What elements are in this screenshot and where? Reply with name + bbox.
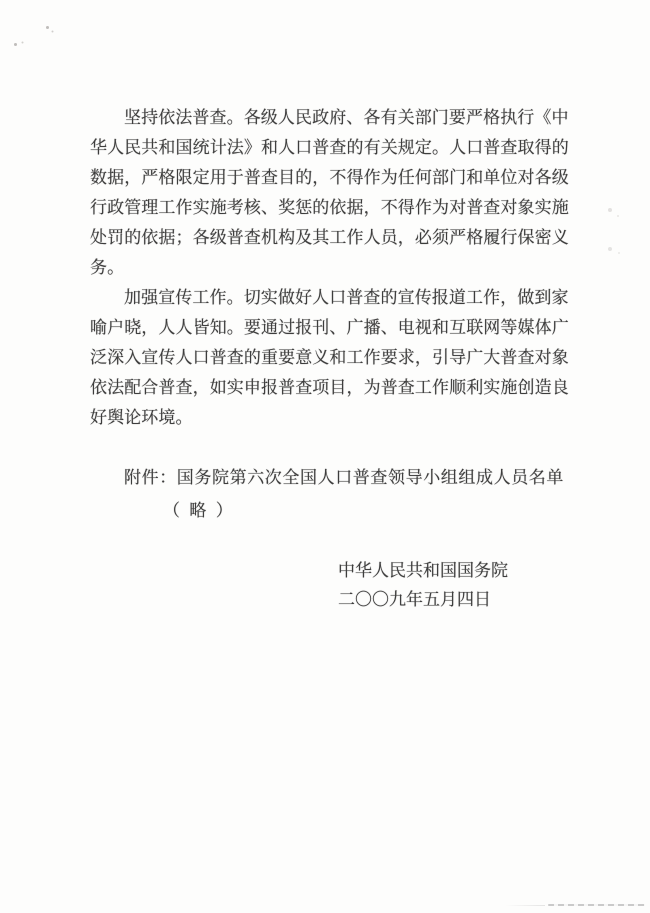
- scan-smudge-icon: [505, 905, 545, 906]
- attachment-omitted-note: （ 略 ）: [163, 501, 235, 521]
- scan-speck-icon: [14, 43, 17, 46]
- paragraph-2-line-5: 好舆论环境。: [90, 408, 193, 428]
- paragraph-1-line-5: 处罚的依据；各级普查机构及其工作人员，必须严格履行保密义: [90, 228, 569, 248]
- scan-speck-icon: [46, 26, 49, 29]
- document-body: [90, 103, 580, 433]
- issue-date: 二〇〇九年五月四日: [338, 590, 491, 610]
- issuer-name: 中华人民共和国国务院: [338, 561, 508, 581]
- paragraph-2-line-3: 泛深入宣传人口普查的重要意义和工作要求，引导广大普查对象: [90, 348, 569, 368]
- scan-speck-icon: [608, 247, 612, 251]
- scan-smudge-icon: [548, 904, 645, 906]
- paragraph-2-line-2: 喻户晓，人人皆知。要通过报刊、广播、电视和互联网等媒体广: [90, 318, 569, 338]
- scan-speck-icon: [608, 208, 612, 212]
- signature-block: [338, 557, 508, 615]
- attachment-section: [90, 462, 580, 528]
- paragraph-1-line-6: 务。: [90, 258, 125, 278]
- paragraph-2-line-1: 加强宣传工作。切实做好人口普查的宣传报道工作，做到家: [124, 288, 569, 308]
- paragraph-1-line-3: 数据，严格限定用于普查目的，不得作为任何部门和单位对各级: [90, 168, 569, 188]
- attachment-line: 附件：国务院第六次全国人口普查领导小组组成人员名单: [124, 468, 564, 488]
- paragraph-1-line-4: 行政管理工作实施考核、奖惩的依据，不得作为对普查对象实施: [90, 198, 569, 218]
- paragraph-1-line-2: 华人民共和国统计法》和人口普查的有关规定。人口普查取得的: [90, 138, 569, 158]
- paragraph-2-line-4: 依法配合普查，如实申报普查项目，为普查工作顺利实施创造良: [90, 378, 569, 398]
- paragraph-1-line-1: 坚持依法普查。各级人民政府、各有关部门要严格执行《中: [124, 108, 569, 128]
